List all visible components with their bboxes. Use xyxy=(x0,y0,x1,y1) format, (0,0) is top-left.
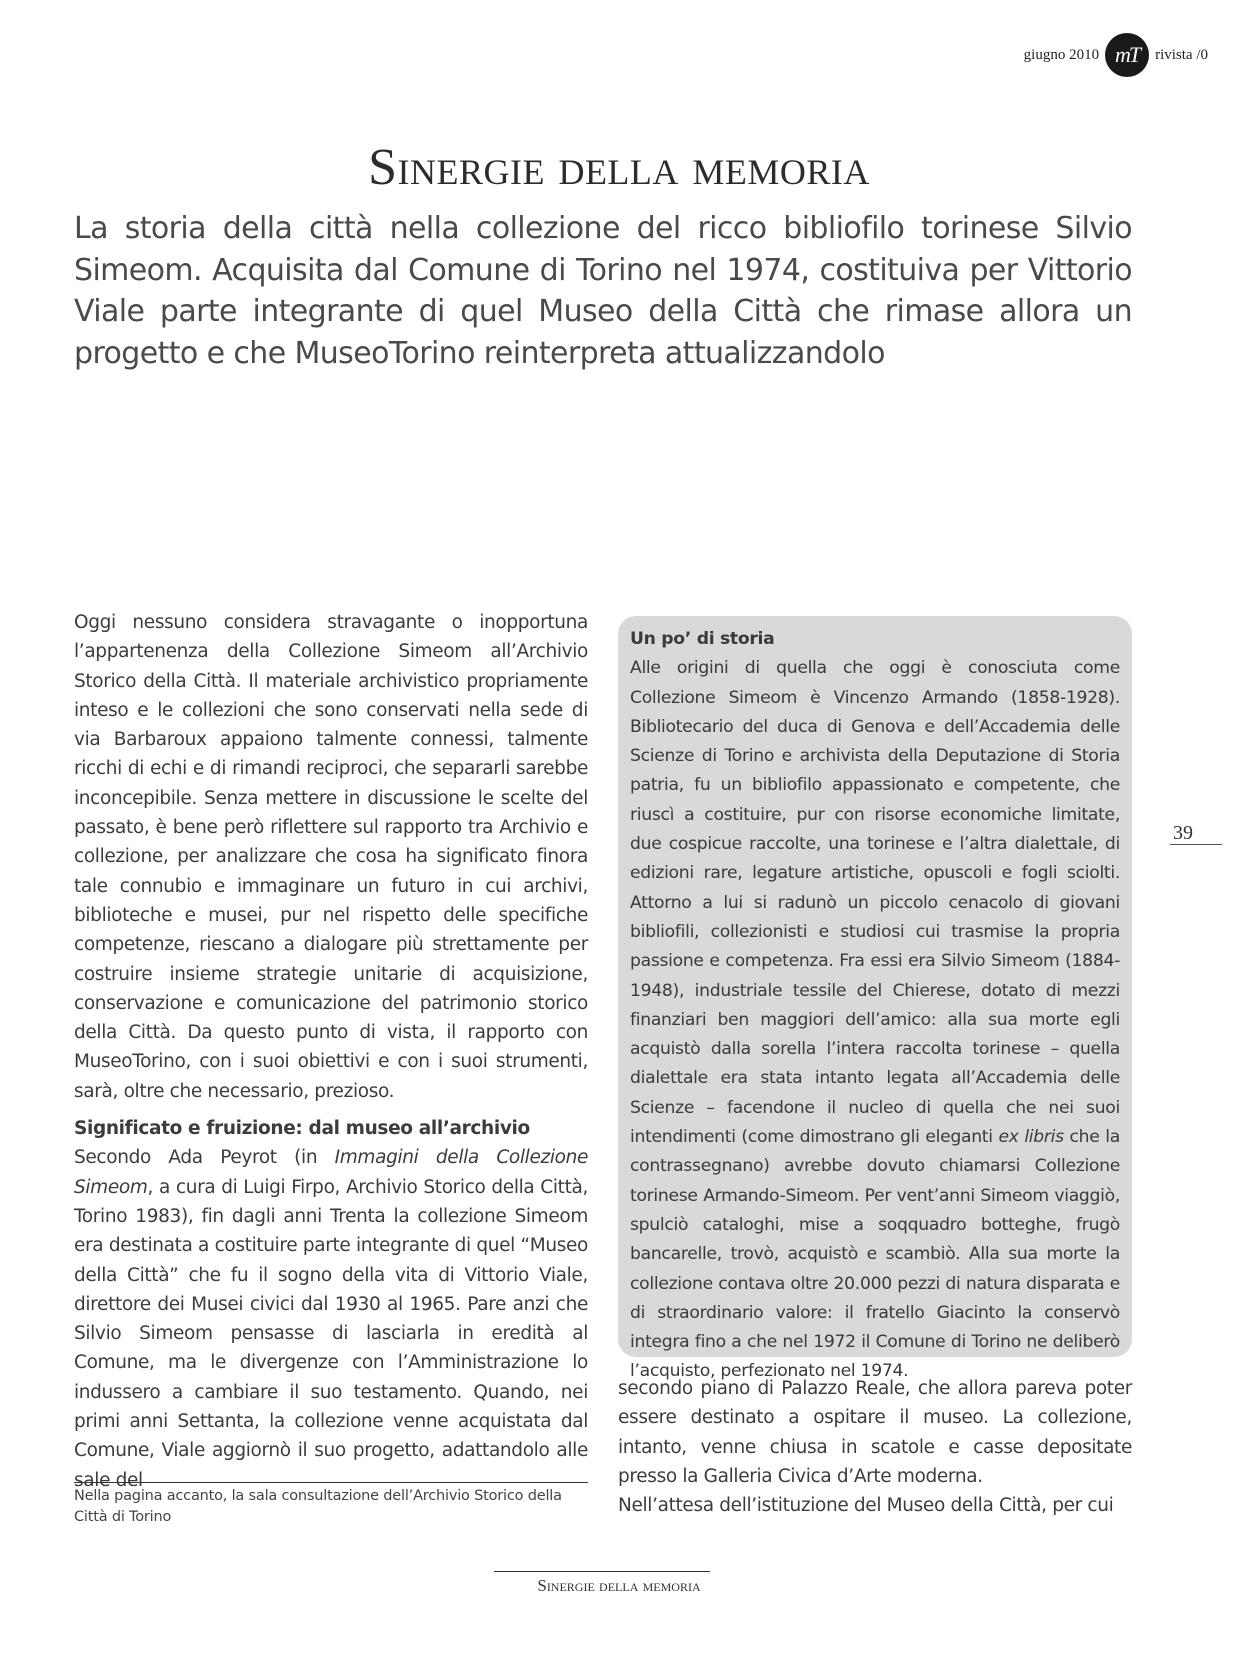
issue-date: giugno 2010 xyxy=(1023,46,1100,63)
running-header xyxy=(1024,32,1208,78)
book-title: Immagini della Collezione Simeom xyxy=(74,1147,589,1198)
sidebar-title: Un po’ di storia xyxy=(630,629,775,649)
article-title: Sinergie della memoria xyxy=(368,139,870,196)
body-paragraph: secondo piano di Palazzo Reale, che allora pareva poter essere destinato a ospitare il museo. La collezione, intanto, venne chiusa in scatole e casse depositate presso la Galleria Civica d’Arte moderna. xyxy=(618,1378,1132,1487)
text-span: che la contrassegnano) avrebbe dovuto chiamarsi Collezione torinese Armando-Simeom. Per vent’anni Simeom viaggiò, spulciò cataloghi, mise a soqquadro botteghe, frugò bancarelle, trovò, acquistò e scambiò. Alla sua morte la collezione contava oltre 20.000 pezzi di natura disparata e di straordinario valore: il fratello Giacinto la conservò integra fino a che nel 1972 il Comune di Torino ne deliberò l’acquisto, perfezionato nel 1974. xyxy=(630,1127,1120,1382)
body-paragraph: Nell’attesa dell’istituzione del Museo della Città, per cui xyxy=(618,1495,1114,1517)
running-footer: Sinergie della memoria xyxy=(537,1576,701,1595)
italic-term: ex libris xyxy=(998,1127,1064,1148)
article-subtitle: La storia della città nella collezione del ricco bibliofilo torinese Silvio Simeom. Acquisita dal Comune di Torino nel 1974, costituiva per Vittorio Viale parte integrante di quel Museo della Città che rimase allora un progetto e che MuseoTorino reinterpreta attualizzandolo xyxy=(74,211,1132,371)
text-span: Secondo Ada Peyrot (in xyxy=(74,1147,335,1169)
page-number xyxy=(1170,822,1222,845)
page-number-text: 39 xyxy=(1173,822,1193,844)
section-heading: Significato e fruizione: dal museo all’archivio xyxy=(74,1118,530,1140)
caption-rule xyxy=(74,1482,588,1483)
right-column xyxy=(618,1374,1132,1520)
photo-caption: Nella pagina accanto, la sala consultazione dell’Archivio Storico della Città di Torino xyxy=(74,1488,562,1525)
issue-section: rivista /0 xyxy=(1155,46,1208,63)
footer-rule xyxy=(494,1571,710,1572)
left-column xyxy=(74,608,588,1495)
body-paragraph xyxy=(74,1143,588,1495)
text-span: Alle origini di quella che oggi è conosciuta come Collezione Simeom è Vincenzo Armando (1858-1928). Bibliotecario del duca di Genova e dell’Accademia delle Scienze di Torino e archivista della Deputazione di Storia patria, fu un bibliofilo appassionato e competente, che riuscì a costituire, pur con risorse economiche limitate, due cospicue raccolte, una torinese e l’altra dialettale, di edizioni rare, legature artistiche, opuscoli e fogli sciolti. Attorno a lui si radunò un piccolo cenacolo di giovani bibliofili, collezionisti e studiosi cui trasmise la propria passione e competenza. Fra essi era Silvio Simeom (1884-1948), industriale tessile del Chierese, dotato di mezzi finanziari ben maggiori dell’amico: alla sua morte egli acquistò dalla sorella l’intera raccolta torinese – quella dialettale era stata intanto legata all’Accademia delle Scienze – facendone il nucleo di quella che nei suoi intendimenti (come dimostrano gli eleganti xyxy=(630,658,1120,1148)
magazine-logo: mT xyxy=(1105,33,1149,77)
intro-paragraph: Oggi nessuno considera stravagante o inopportuna l’appartenenza della Collezione Simeom all’Archivio Storico della Città. Il materiale archivistico propriamente inteso e le collezioni che sono conservati nella sede di via Barbaroux appaiono talmente connessi, talmente ricchi di echi e di rimandi reciproci, che separarli sarebbe inconcepibile. Senza mettere in discussione le scelte del passato, è bene però riflettere sul rapporto tra Archivio e collezione, per analizzare che cosa ha significato finora tale connubio e immaginare un futuro in cui archivi, biblioteche e musei, pur nel rispetto delle specifiche competenze, riescano a dialogare più strettamente per costruire insieme strategie unitarie di acquisizione, conservazione e comunicazione del patrimonio storico della Città. Da questo punto di vista, il rapporto con MuseoTorino, con i suoi obiettivi e con i suoi strumenti, sarà, oltre che necessario, prezioso. xyxy=(74,612,588,1102)
text-span: , a cura di Luigi Firpo, Archivio Storico della Città, Torino 1983), fin dagli anni Trenta la collezione Simeom era destinata a costituire parte integrante di quel “Museo della Città” che fu il sogno della vita di Vittorio Viale, direttore dei Musei civici dal 1930 al 1965. Pare anzi che Silvio Simeom pensasse di lasciarla in eredità al Comune, ma le divergenze con l’Amministrazione lo indussero a cambiare il suo testamento. Quando, nei primi anni Settanta, la collezione venne acquistata dal Comune, Viale aggiornò il suo progetto, adattandolo alle sale del xyxy=(74,1176,588,1491)
sidebar-text xyxy=(630,654,1120,1386)
sidebar-box xyxy=(618,616,1132,1382)
